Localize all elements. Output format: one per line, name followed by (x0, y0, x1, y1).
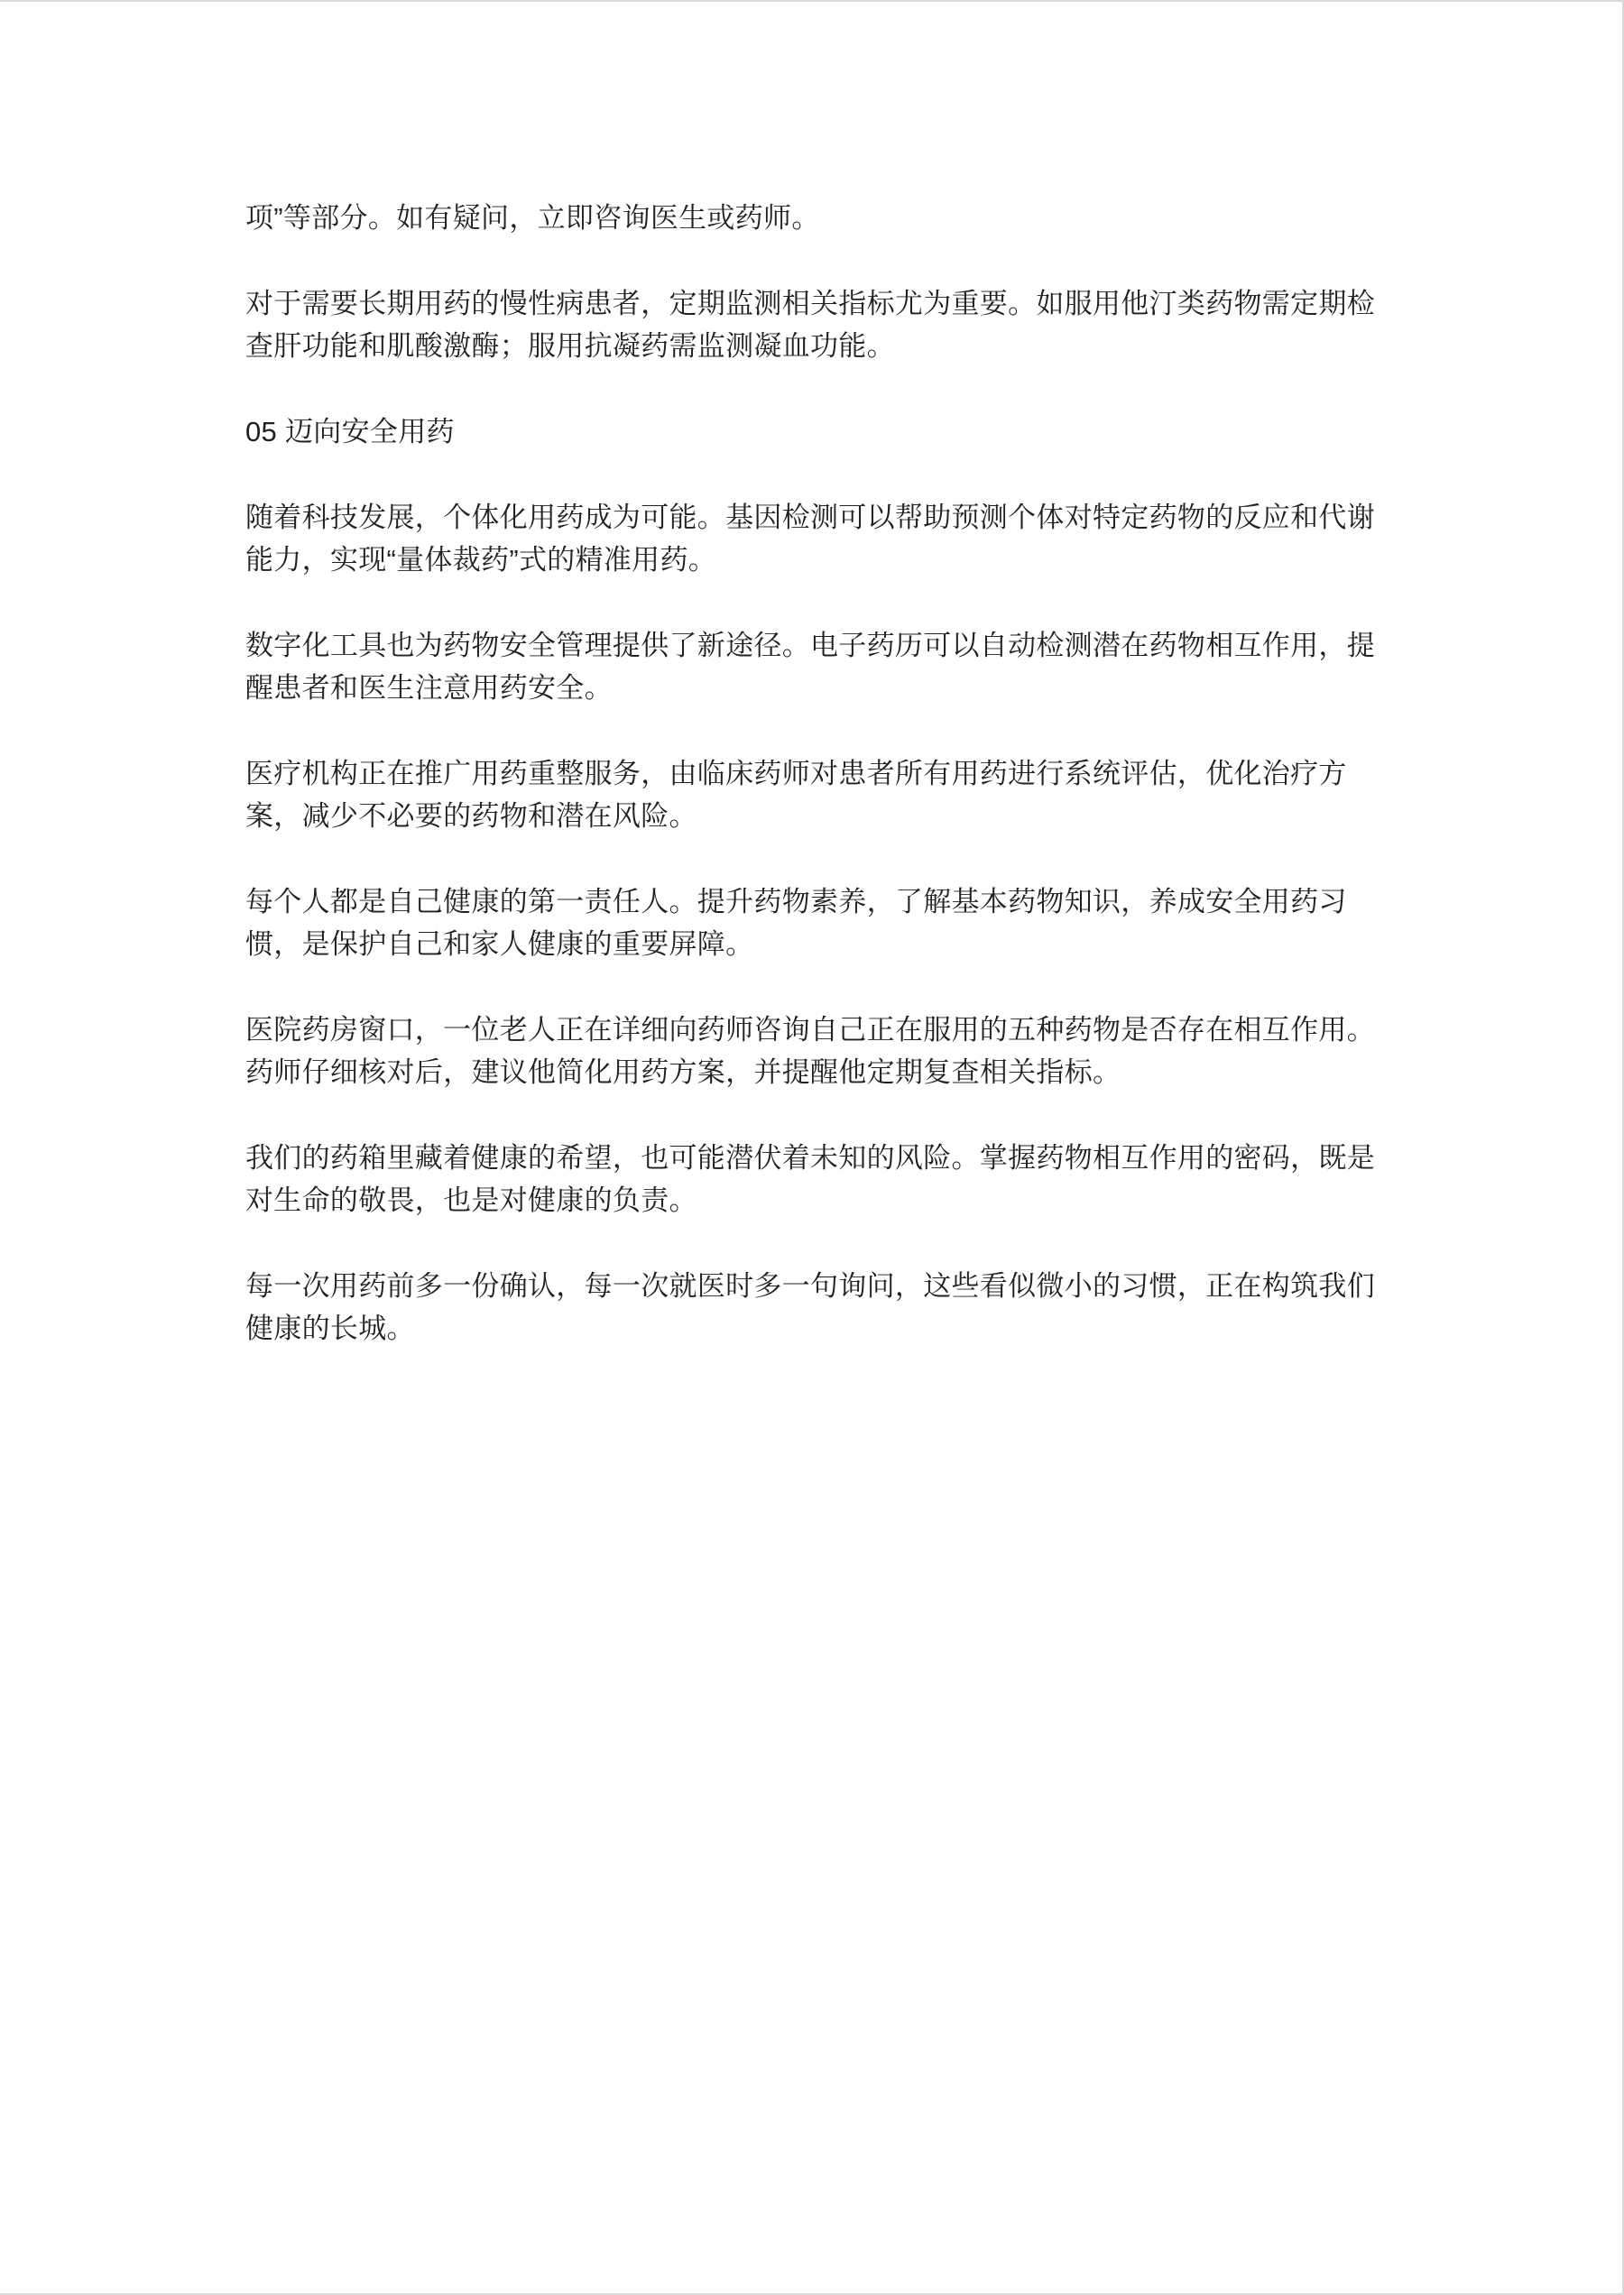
paragraph-continuation: 项”等部分。如有疑问，立即咨询医生或药师。 (245, 202, 820, 234)
paragraph: 每一次用药前多一份确认，每一次就医时多一句询问，这些看似微小的习惯，正在构筑我们健康的长城。 (245, 1270, 1375, 1344)
paragraph: 数字化工具也为药物安全管理提供了新途径。电子药历可以自动检测潜在药物相互作用，提醒患者和医生注意用药安全。 (245, 630, 1375, 704)
section-heading: 05 迈向安全用药 (245, 416, 455, 447)
paragraph: 对于需要长期用药的慢性病患者，定期监测相关指标尤为重要。如服用他汀类药物需定期检查肝功能和肌酸激酶；服用抗凝药需监测凝血功能。 (245, 288, 1375, 362)
paragraph: 每个人都是自己健康的第一责任人。提升药物素养，了解基本药物知识，养成安全用药习惯，是保护自己和家人健康的重要屏障。 (245, 886, 1347, 960)
paragraph: 医院药房窗口，一位老人正在详细向药师咨询自己正在服用的五种药物是否存在相互作用。药师仔细核对后，建议他简化用药方案，并提醒他定期复查相关指标。 (245, 1014, 1375, 1088)
paragraph: 我们的药箱里藏着健康的希望，也可能潜伏着未知的风险。掌握药物相互作用的密码，既是对生命的敬畏，也是对健康的负责。 (245, 1142, 1375, 1216)
document-text-column (0, 2, 1622, 1350)
paragraph: 随着科技发展，个体化用药成为可能。基因检测可以帮助预测个体对特定药物的反应和代谢能力，实现“量体裁药”式的精准用药。 (245, 502, 1375, 576)
paragraph: 医疗机构正在推广用药重整服务，由临床药师对患者所有用药进行系统评估，优化治疗方案，减少不必要的药物和潜在风险。 (245, 758, 1347, 832)
